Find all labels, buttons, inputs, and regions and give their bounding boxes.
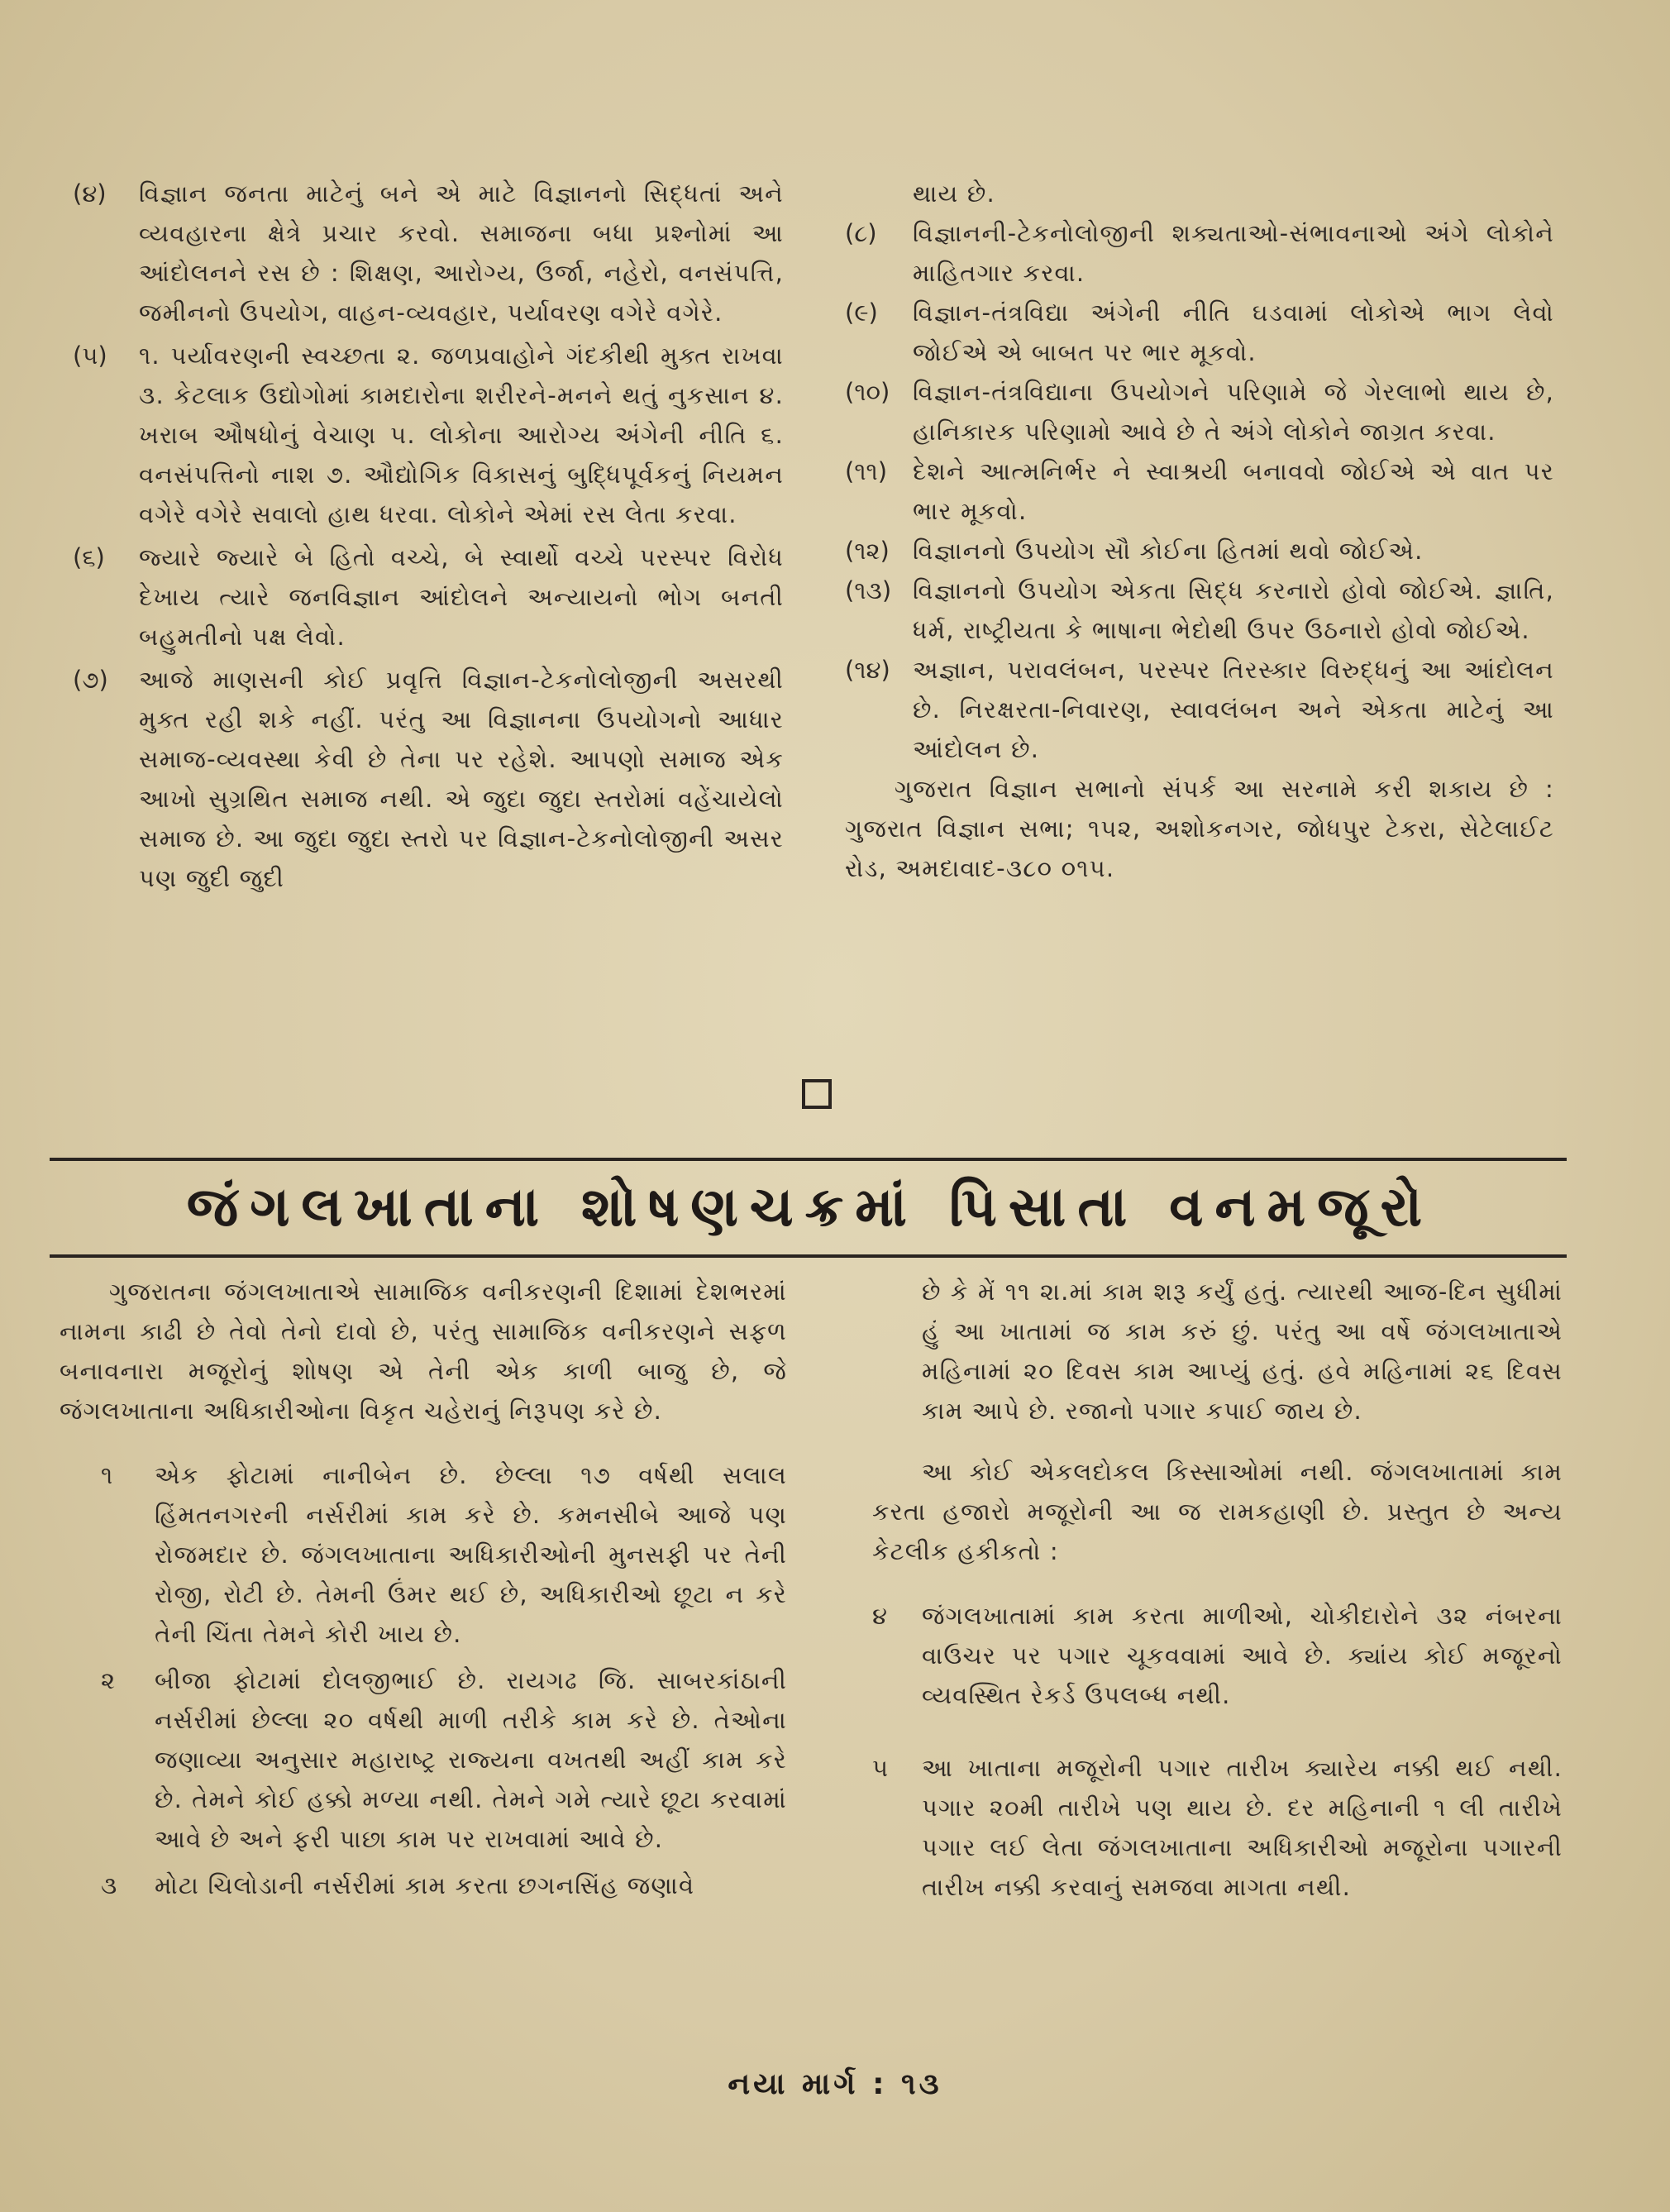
item-number: (૧૧) bbox=[845, 457, 888, 485]
item-number: (૧૩) bbox=[845, 576, 892, 604]
list-item bbox=[845, 213, 1554, 293]
list-item bbox=[73, 174, 784, 332]
item-number: (૧૦) bbox=[845, 378, 890, 406]
paragraph-gap bbox=[872, 1574, 1563, 1596]
continued-text: થાય છે. bbox=[913, 179, 995, 208]
item-text: વિજ્ઞાનનો ઉપયોગ સૌ કોઈના હિતમાં થવો જોઈએ. bbox=[913, 537, 1424, 565]
paragraph-gap bbox=[60, 1434, 787, 1455]
list-item bbox=[845, 293, 1554, 372]
item-text: આ ખાતાના મજૂરોની પગાર તારીખ ક્યારેય નક્કી થઈ નથી. પગાર ૨૦મી તારીખે પણ થાય છે. દર મહિનાની ૧ લી તારીખે પગાર લઈ લેતા જંગલખાતાના અધિકારીઓ મજૂરોના પગારની તારીખ નક્કી કરવાનું સમજવા માગતા નથી. bbox=[922, 1754, 1563, 1901]
item-text: અજ્ઞાન, પરાવલંબન, પરસ્પર તિરસ્કાર વિરુદ્ધનું આ આંદોલન છે. નિરક્ષરતા-નિવારણ, સ્વાવલંબન અને એકતા માટેનું આ આંદોલન છે. bbox=[913, 656, 1554, 763]
list-item bbox=[60, 1866, 787, 1905]
item-number: (૪) bbox=[73, 179, 107, 208]
item-number: (૬) bbox=[73, 543, 105, 571]
list-item bbox=[845, 571, 1554, 650]
item-number: (૧૨) bbox=[845, 537, 890, 565]
section-end-square-icon bbox=[802, 1079, 832, 1109]
item-text: વિજ્ઞાન-તંત્રવિદ્યાના ઉપયોગને પરિણામે જે ગેરલાભો થાય છે, હાનિકારક પરિણામો આવે છે તે અંગે લોકોને જાગ્રત કરવા. bbox=[913, 378, 1554, 446]
item-number: (૧૪) bbox=[845, 656, 890, 684]
list-item bbox=[872, 1596, 1563, 1715]
top-right-column bbox=[845, 174, 1554, 888]
item-number: (૫) bbox=[73, 342, 107, 370]
list-item bbox=[845, 531, 1554, 571]
item-text: વિજ્ઞાનનો ઉપયોગ એકતા સિદ્ધ કરનારો હોવો જોઈએ. જ્ઞાતિ, ધર્મ, રાષ્ટ્રીયતા કે ભાષાના ભેદોથી ઉપર ઉઠનારો હોવો જોઈએ. bbox=[913, 576, 1554, 644]
contact-paragraph: ગુજરાત વિજ્ઞાન સભાનો સંપર્ક આ સરનામે કરી શકાય છે : ગુજરાત વિજ્ઞાન સભા; ૧૫૨, અશોકનગર, જોધપુર ટેકરા, સેટેલાઈટ રોડ, અમદાવાદ-૩૮૦ ૦૧૫. bbox=[845, 775, 1554, 882]
page-footer: નયા માર્ગ : ૧૩ bbox=[728, 2067, 942, 2101]
item-text: જંગલખાતામાં કામ કરતા માળીઓ, ચોકીદારોને ૩૨ નંબરના વાઉચર પર પગાર ચૂકવવામાં આવે છે. ક્યાંય કોઈ મજૂરનો વ્યવસ્થિત રેકર્ડ ઉપલબ્ધ નથી. bbox=[922, 1602, 1563, 1709]
item-text: વિજ્ઞાન-તંત્રવિદ્યા અંગેની નીતિ ઘડવામાં લોકોએ ભાગ લેવો જોઈએ એ બાબત પર ભાર મૂકવો. bbox=[913, 299, 1554, 366]
list-item bbox=[73, 537, 784, 657]
list-item bbox=[60, 1455, 787, 1654]
item-text: વિજ્ઞાન જનતા માટેનું બને એ માટે વિજ્ઞાનનો સિદ્ધતાં અને વ્યવહારના ક્ષેત્રે પ્રચાર કરવો. સમાજના બધા પ્રશ્નોમાં આ આંદોલનને રસ છે : શિક્ષણ, આરોગ્ય, ઉર્જા, નહેરો, વનસંપત્તિ, જમીનનો ઉપયોગ, વાહન-વ્યવહાર, પર્યાવરણ વગેરે વગેરે. bbox=[139, 179, 784, 327]
item-text: મોટા ચિલોડાની નર્સરીમાં કામ કરતા છગનસિંહ જણાવે bbox=[155, 1871, 695, 1899]
paragraph-gap bbox=[872, 1727, 1563, 1748]
item-text: દેશને આત્મનિર્ભર ને સ્વાશ્રયી બનાવવો જોઈએ એ વાત પર ભાર મૂકવો. bbox=[913, 457, 1554, 525]
top-left-column bbox=[73, 174, 784, 901]
paragraph-gap bbox=[872, 1431, 1563, 1452]
item-text: વિજ્ઞાનની-ટેકનોલોજીની શક્યતાઓ-સંભાવનાઓ અંગે લોકોને માહિતગાર કરવા. bbox=[913, 219, 1554, 287]
item-number: (૮) bbox=[845, 219, 877, 247]
continued-text: છે કે મેં ૧૧ ૨ા.માં કામ શરૂ કર્યું હતું. ત્યારથી આજ-દિન સુધીમાં હું આ ખાતામાં જ કામ કરું છું. પરંતુ આ વર્ષે જંગલખાતાએ મહિનામાં ૨૦ દિવસ કામ આપ્યું હતું. હવે મહિનામાં ૨૬ દિવસ કામ આપે છે. રજાનો પગાર કપાઈ જાય છે. bbox=[922, 1278, 1563, 1425]
list-item bbox=[845, 451, 1554, 531]
list-item bbox=[73, 336, 784, 534]
list-item bbox=[872, 1748, 1563, 1907]
item-number: ૫ bbox=[872, 1754, 889, 1782]
item-number: ૩ bbox=[101, 1871, 117, 1899]
item-number: (૯) bbox=[845, 299, 878, 327]
item-text: જ્યારે જ્યારે બે હિતો વચ્ચે, બે સ્વાર્થો વચ્ચે પરસ્પર વિરોધ દેખાય ત્યારે જનવિજ્ઞાન આંદોલને અન્યાયનો ભોગ બનતી બહુમતીનો પક્ષ લેવો. bbox=[139, 543, 784, 651]
bottom-right-column bbox=[872, 1272, 1563, 1907]
item-number: ૨ bbox=[101, 1666, 116, 1694]
item-number: ૧ bbox=[101, 1461, 113, 1489]
list-item bbox=[845, 650, 1554, 769]
item-text: ૧. પર્યાવરણની સ્વચ્છતા ૨. જળપ્રવાહોને ગંદકીથી મુક્ત રાખવા ૩. કેટલાક ઉદ્યોગોમાં કામદારોના શરીરને-મનને થતું નુકસાન ૪. ખરાબ ઔષધોનું વેચાણ ૫. લોકોના આરોગ્ય અંગેની નીતિ ૬. વનસંપત્તિનો નાશ ૭. ઔદ્યોગિક વિકાસનું બુદ્ધિપૂર્વકનું નિયમન વગેરે વગેરે સવાલો હાથ ધરવા. લોકોને એમાં રસ લેતા કરવા. bbox=[139, 342, 784, 528]
item-number: ૪ bbox=[872, 1602, 887, 1630]
item-text: એક ફોટામાં નાનીબેન છે. છેલ્લા ૧૭ વર્ષથી સલાલ હિંમતનગરની નર્સરીમાં કામ કરે છે. કમનસીબે આજે પણ રોજમદાર છે. જંગલખાતાના અધિકારીઓની મુનસફી પર તેની રોજી, રોટી છે. તેમની ઉંમર થઈ છે, અધિકારીઓ છૂટા ન કરે તેની ચિંતા તેમને કોરી ખાય છે. bbox=[155, 1461, 787, 1648]
article-title: જંગલખાતાના શોષણચક્રમાં પિસાતા વનમજૂરો bbox=[186, 1175, 1434, 1239]
intro-paragraph: ગુજરાતના જંગલખાતાએ સામાજિક વનીકરણની દિશામાં દેશભરમાં નામના કાઢી છે તેવો તેનો દાવો છે, પરંતુ સામાજિક વનીકરણને સફળ બનાવનારા મજૂરોનું શોષણ એ તેની એક કાળી બાજુ છે, જે જંગલખાતાના અધિકારીઓના વિકૃત ચહેરાનું નિરૂપણ કરે છે. bbox=[60, 1278, 787, 1425]
title-top-rule bbox=[50, 1158, 1567, 1161]
list-item bbox=[60, 1660, 787, 1859]
list-item bbox=[73, 660, 784, 898]
bottom-left-column bbox=[60, 1272, 787, 1912]
item-number: (૭) bbox=[73, 666, 108, 694]
list-item bbox=[845, 372, 1554, 451]
item-text: બીજા ફોટામાં દોલજીભાઈ છે. રાયગઢ જિ. સાબરકાંઠાની નર્સરીમાં છેલ્લા ૨૦ વર્ષથી માળી તરીકે કામ કરે છે. તેઓના જણાવ્યા અનુસાર મહારાષ્ટ્ર રાજ્યના વખતથી અહીં કામ કરે છે. તેમને કોઈ હક્કો મળ્યા નથી. તેમને ગમે ત્યારે છૂટા કરવામાં આવે છે અને ફરી પાછા કામ પર રાખવામાં આવે છે. bbox=[155, 1666, 787, 1853]
item-text: આજે માણસની કોઈ પ્રવૃત્તિ વિજ્ઞાન-ટેકનોલોજીની અસરથી મુક્ત રહી શકે નહીં. પરંતુ આ વિજ્ઞાનના ઉપયોગનો આધાર સમાજ-વ્યવસ્થા કેવી છે તેના પર રહેશે. આપણો સમાજ એક આખો સુગ્રથિત સમાજ નથી. એ જુદા જુદા સ્તરોમાં વહેંચાયેલો સમાજ છે. આ જુદા જુદા સ્તરો પર વિજ્ઞાન-ટેકનોલોજીની અસર પણ જુદી જુદી bbox=[139, 666, 784, 892]
title-bottom-rule bbox=[50, 1254, 1567, 1258]
facts-intro-paragraph: આ કોઈ એકલદોકલ કિસ્સાઓમાં નથી. જંગલખાતામાં કામ કરતા હજારો મજૂરોની આ જ રામકહાણી છે. પ્રસ્તુત છે અન્ય કેટલીક હકીકતો : bbox=[872, 1458, 1563, 1565]
